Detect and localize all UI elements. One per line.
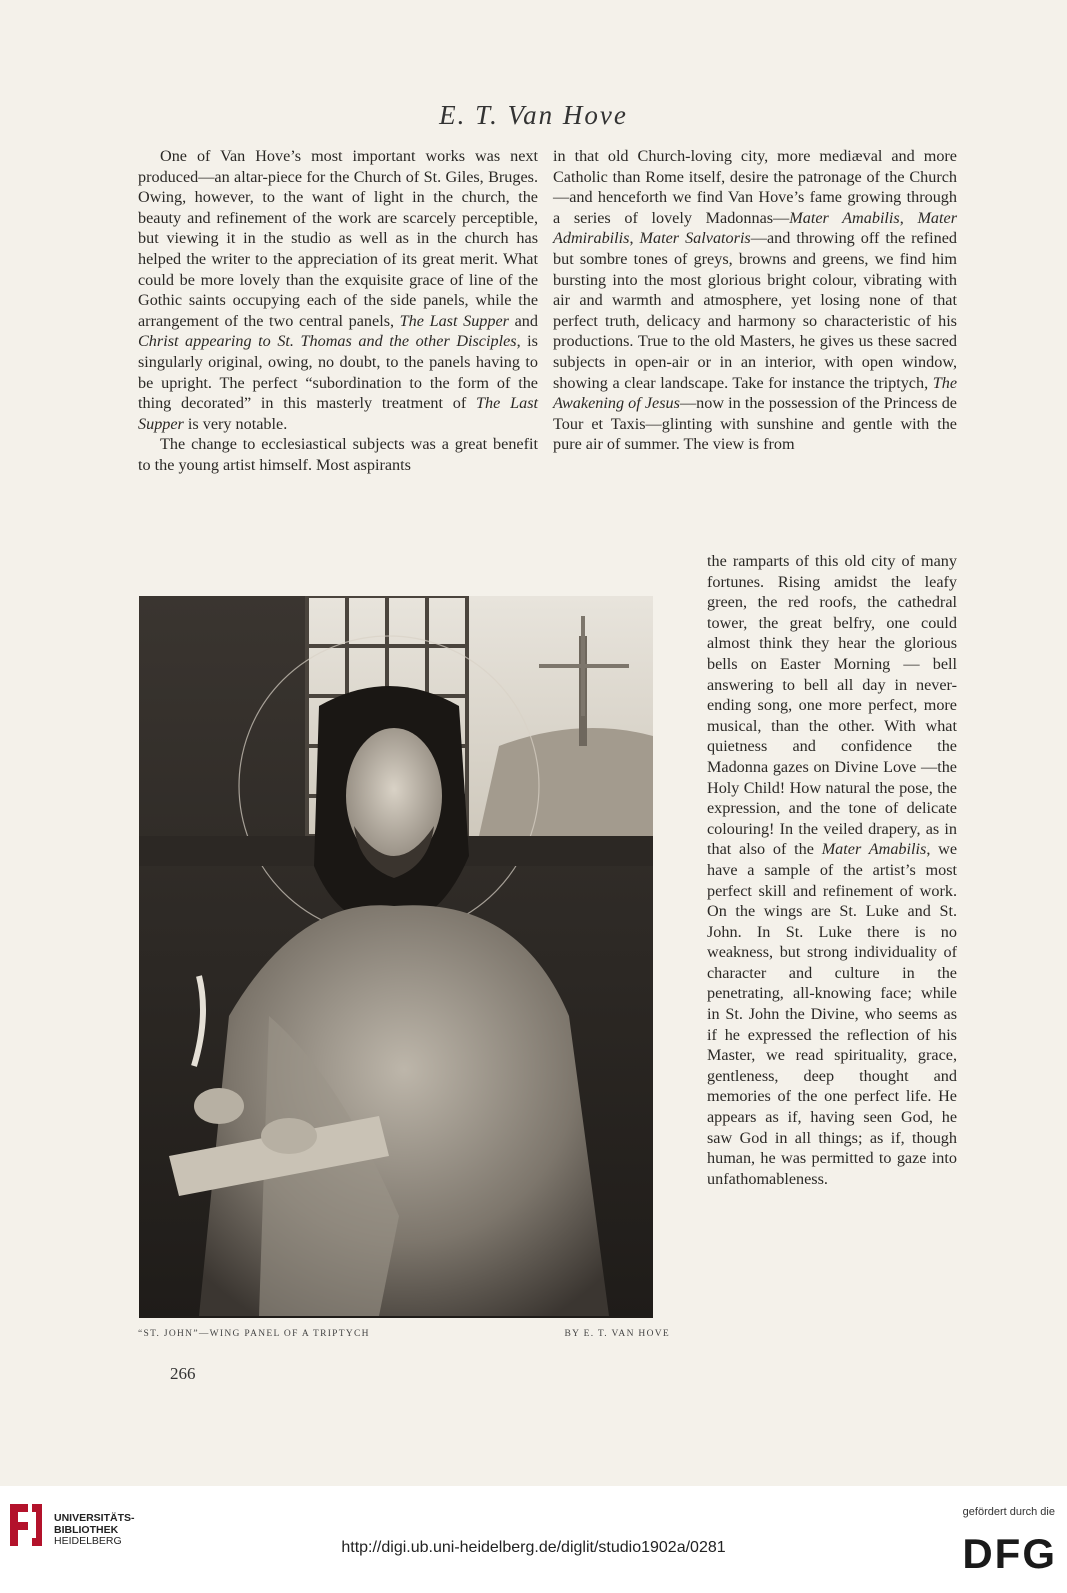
text-run: One of Van Hove’s most important works was next produced—an altar-piece for the Church of St. Giles, Bruges. Owing, however, to the want of light in the church, the beauty and refinement of the work are scarcely perceptible, but viewing it in the studio as well as in the church has helped the writer to the appreciation of its great merit. What could be more lovely than the exquisite grace of line of the Gothic saints occupying each of the side panels, while the arrangement of the two central panels, — [138, 147, 538, 330]
text-run: is very notable. — [183, 414, 288, 433]
italic-title: Mater Amabilis — [821, 840, 927, 859]
italic-title: Mater Admirabilis — [553, 208, 957, 248]
digitization-footer — [0, 1486, 1067, 1593]
text-run: , — [899, 208, 918, 227]
italic-title: The Awakening of Jesus — [553, 373, 957, 413]
right-column — [553, 146, 957, 455]
left-paragraph-2: The change to ecclesiastical subjects was a great benefit to the young artist himself. Most aspirants — [138, 435, 538, 474]
library-line-2: BIBLIOTHEK — [54, 1523, 119, 1536]
left-paragraph-1 — [138, 146, 538, 434]
right-narrow-paragraph — [707, 551, 957, 1189]
text-run: , we have a sample of the artist’s most perfect skill and refinement of work. On the wings are St. Luke and St. John. In St. Luke there is no weakness, but strong individuality of character and culture in the penetrating, all-knowing face; while in St. John the Divine, who seems as if he expressed the reflection of his Master, we read spirituality, grace, gentleness, deep thought and memories of the one perfect life. He appears as if, having seen God, he saw God in all things; as if, though human, he was permitted to gaze into unfathomableness. — [707, 840, 958, 1188]
caption-title: “ST. JOHN”—WING PANEL OF A TRIPTYCH — [138, 1329, 370, 1339]
page-number: 266 — [170, 1364, 196, 1383]
text-run: and — [508, 311, 538, 330]
text-run: —now in the possession of the Princess de Tour et Taxis—glinting with sunshine and gentle with the pure air of summer. The view is from — [553, 394, 957, 454]
right-narrow-column — [707, 551, 957, 1189]
st-john-painting — [139, 596, 653, 1318]
italic-title: The Last Supper — [138, 394, 538, 433]
right-paragraph — [553, 146, 957, 455]
text-run: in that old Church-loving city, more mediæval and more Catholic than Rome itself, desire the patronage of the Church—and henceforth we find Van Hove’s fame growing through a series of lovely Madonnas— — [553, 147, 957, 227]
text-run: , is singularly original, owing, no doubt, to the panels having to be upright. The perfect “subordination to the form of the thing decorated” in this masterly treatment of — [138, 332, 538, 413]
italic-title: Mater Salvatoris — [639, 229, 751, 248]
dfg-logo: DFG — [962, 1530, 1057, 1577]
caption-artist: BY E. T. VAN HOVE — [564, 1329, 670, 1339]
page-title: E. T. Van Hove — [439, 100, 628, 130]
source-url-link[interactable]: http://digi.ub.uni-heidelberg.de/diglit/studio1902a/0281 — [341, 1539, 726, 1556]
text-run: , — [629, 229, 640, 248]
funder-note: gefördert durch die — [962, 1506, 1055, 1518]
italic-title: Mater Amabilis — [789, 208, 900, 227]
library-line-3: HEIDELBERG — [54, 1535, 122, 1547]
text-run: the ramparts of this old city of many fortunes. Rising amidst the leafy green, the red roofs, the cathedral tower, the great belfry, one could almost think they hear the glorious bells on Easter Morning — bell answering to bell all day in never-ending song, one more perfect, more musical, than the other. With what quietness and confidence the Madonna gazes on Divine Love —the Holy Child! How natural the pose, the expression, and the tone of delicate colouring! In the veiled drapery, as in that also of the — [707, 552, 957, 859]
italic-title: The Last Supper — [399, 311, 509, 330]
italic-title: Christ appearing to St. Thomas and the other Disciples — [138, 332, 517, 351]
painting-plate — [139, 596, 653, 1318]
left-column — [138, 146, 538, 476]
text-run: —and throwing off the refined but sombre tones of greys, browns and greens, we find him bursting into the most glorious bright colour, vibrating with air and warmth and atmosphere, yet losing none of that perfect truth, delicacy and harmony so characteristic of his productions. True to the old Masters, he gives us these sacred subjects in open-air or in an interior, with open window, showing a clear landscape. Take for instance the triptych, — [553, 229, 957, 392]
plate-caption — [138, 1329, 678, 1339]
library-line-1: UNIVERSITÄTS- — [54, 1512, 135, 1524]
